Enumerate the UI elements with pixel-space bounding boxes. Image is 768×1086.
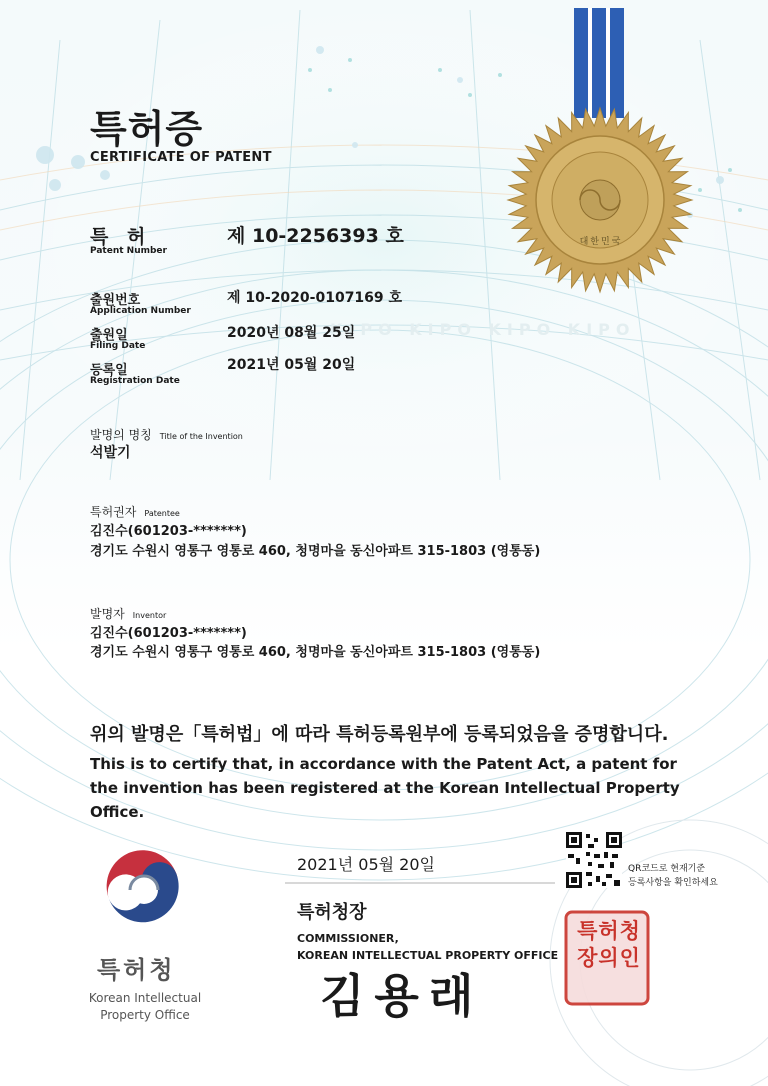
inventor-name: 김진수(601203-*******): [90, 626, 247, 641]
commissioner-title-en: COMMISSIONER, KOREAN INTELLECTUAL PROPERTY OFFICE: [297, 932, 559, 962]
issue-date: 2021년 05월 20일: [297, 855, 435, 874]
application-number-label: 출원번호: [90, 293, 141, 308]
seal-text: 대한민국: [579, 237, 623, 247]
invention-title-label: 발명의 명칭 Title of the Invention: [90, 428, 243, 442]
patent-number-label: 특 허: [90, 226, 152, 248]
kipo-name-ko: 특허청: [97, 956, 176, 984]
certification-ko: 위의 발명은「특허법」에 따라 특허등록원부에 등록되었음을 증명합니다.: [90, 724, 669, 745]
kipo-name-en: Korean Intellectual Property Office: [88, 991, 202, 1022]
gold-seal-icon: [508, 108, 692, 292]
filing-date-label: 출원일: [90, 328, 128, 343]
page-title: 특허증: [90, 107, 204, 151]
inventor-label: 발명자 Inventor: [90, 607, 167, 621]
watermark: KIPO KIPO KIPO KIPO: [330, 320, 636, 339]
registration-date-label: 등록일: [90, 363, 128, 378]
page-subtitle: CERTIFICATE OF PATENT: [90, 150, 272, 165]
patentee-label: 특허권자 Patentee: [90, 505, 180, 519]
patentee-name: 김진수(601203-*******): [90, 524, 247, 539]
commissioner-title: 특허청장: [297, 902, 367, 923]
inventor-address: 경기도 수원시 영통구 영통로 460, 청명마을 동신아파트 315-1803 (영통동): [90, 645, 541, 660]
patentee-address: 경기도 수원시 영통구 영통로 460, 청명마을 동신아파트 315-1803 (영통동): [90, 544, 541, 559]
patent-number-label-en: Patent Number: [90, 246, 167, 256]
stamp-text: 특허청장의인: [577, 919, 641, 970]
ribbon: [574, 8, 588, 118]
invention-title-value: 석발기: [90, 445, 131, 461]
application-number-value: 제 10-2020-0107169 호: [227, 290, 403, 306]
filing-date-value: 2020년 08월 25일: [227, 325, 356, 341]
filing-date-label-en: Filing Date: [90, 341, 146, 351]
registration-date-value: 2021년 05월 20일: [227, 357, 356, 373]
patent-number-value: 제 10-2256393 호: [227, 225, 404, 247]
signature: 김용래: [320, 969, 484, 1023]
registration-date-label-en: Registration Date: [90, 376, 180, 386]
qr-code-icon: [566, 832, 622, 888]
application-number-label-en: Application Number: [90, 306, 191, 316]
qr-note: QR코드로 현재기준 등록사항을 확인하세요: [628, 864, 718, 888]
certification-en: This is to certify that, in accordance with the Patent Act, a patent for the invention has been registered at the Korean Intellectual Property Office.: [90, 755, 680, 821]
